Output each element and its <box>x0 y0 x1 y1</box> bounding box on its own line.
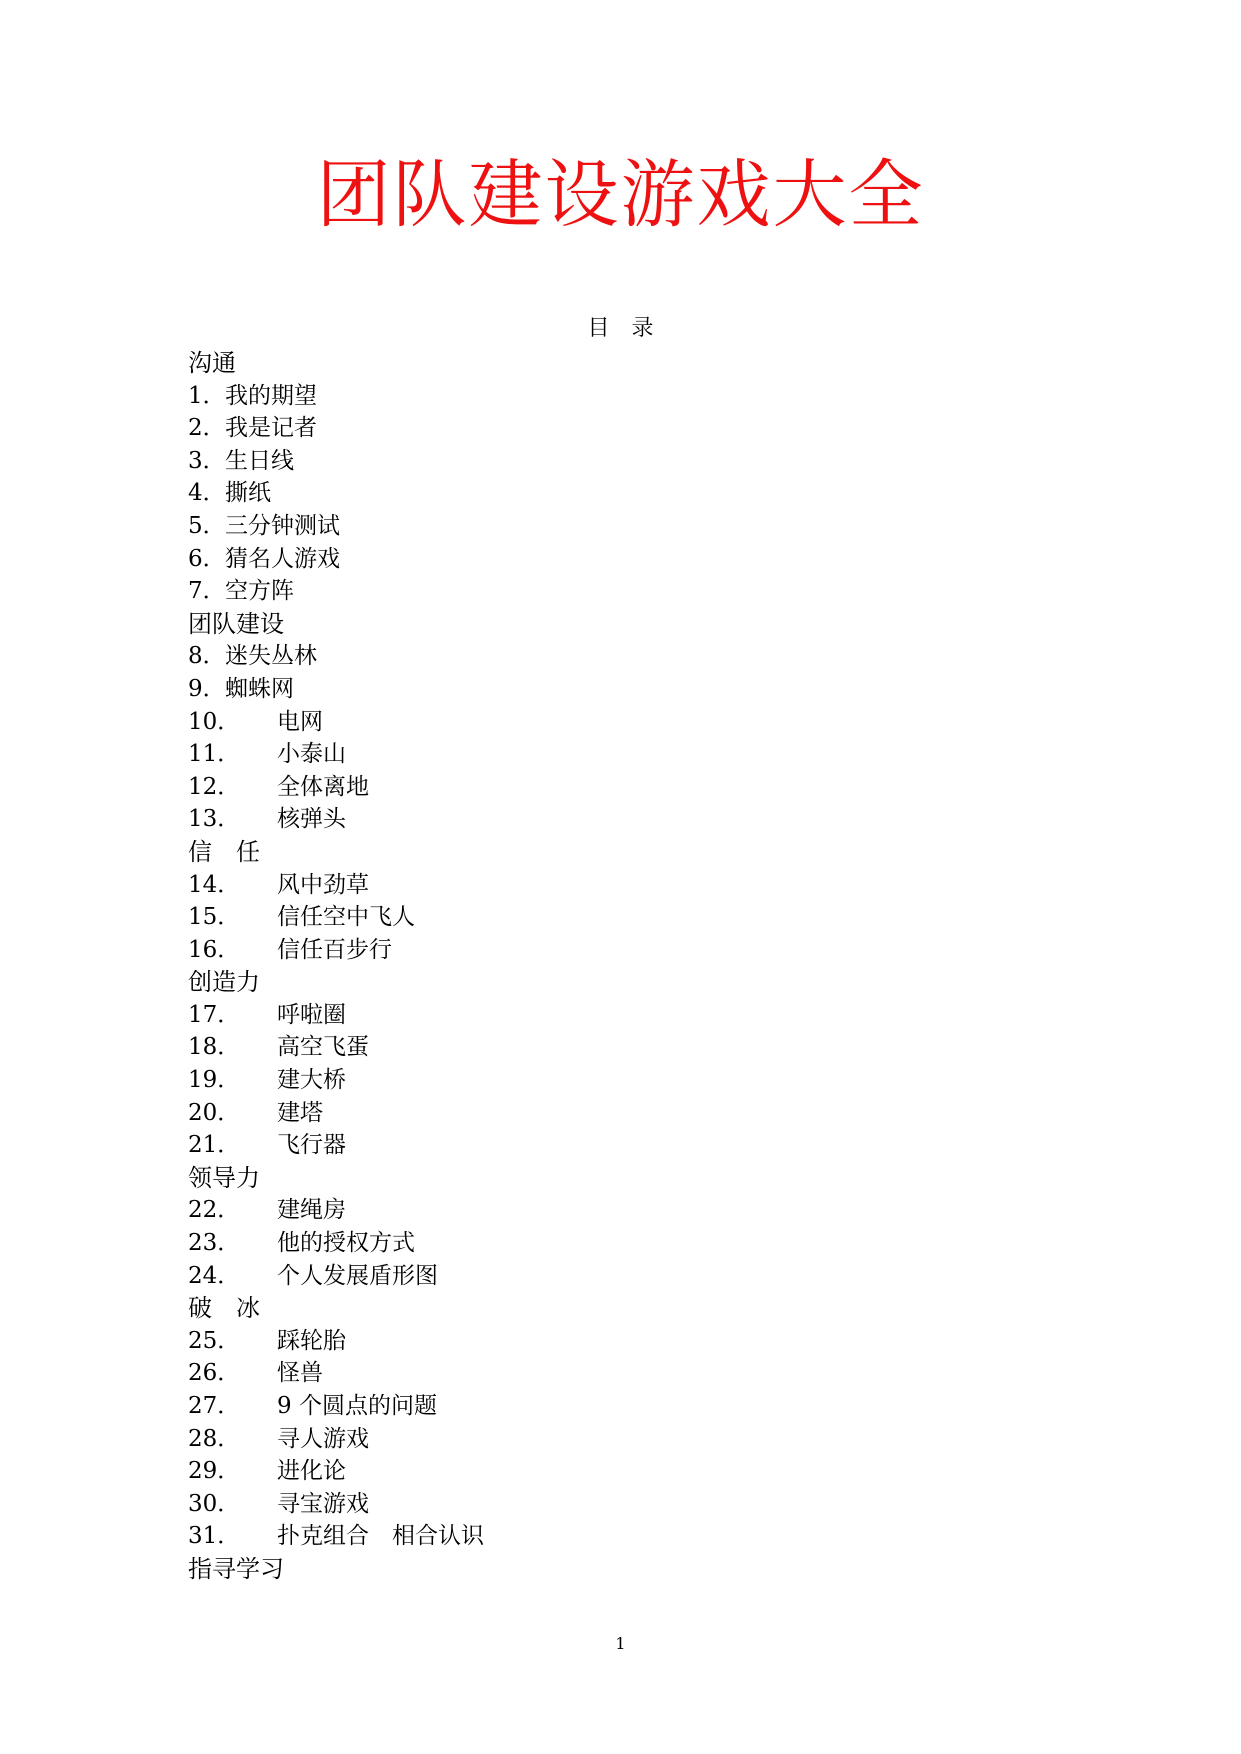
toc-entry-number: 10． <box>188 708 241 735</box>
toc-entry[interactable] <box>188 445 1088 478</box>
toc-entry-number: 6． <box>188 545 226 572</box>
toc-entry[interactable] <box>188 869 1088 902</box>
toc-entry[interactable] <box>188 543 1088 576</box>
toc-section-heading: 破 冰 <box>188 1294 260 1323</box>
toc-entry-number: 29． <box>188 1458 241 1485</box>
table-of-contents <box>188 347 1088 1586</box>
toc-entry-label: 呼啦圈 <box>277 1001 346 1028</box>
toc-entry-number: 3． <box>188 447 226 474</box>
toc-entry[interactable] <box>188 803 1088 836</box>
toc-section-heading: 团队建设 <box>188 609 284 638</box>
toc-entry-label: 核弹头 <box>277 806 346 833</box>
toc-entry-number: 11． <box>188 741 241 768</box>
toc-entry-number: 8． <box>188 643 226 670</box>
toc-entry[interactable] <box>188 1357 1088 1390</box>
toc-entry[interactable] <box>188 477 1088 510</box>
toc-entry-number: 24． <box>188 1262 241 1289</box>
toc-entry-label: 风中劲草 <box>277 871 369 898</box>
toc-entry-label: 撕纸 <box>225 480 271 507</box>
toc-entry[interactable] <box>188 1260 1088 1293</box>
toc-entry-label: 扑克组合 相合认识 <box>277 1523 484 1550</box>
toc-entry[interactable] <box>188 1520 1088 1553</box>
toc-entry[interactable] <box>188 1390 1088 1423</box>
toc-entry-label: 信任百步行 <box>277 936 392 963</box>
toc-entry-label: 生日线 <box>225 447 294 474</box>
toc-entry-label: 9 个圆点的问题 <box>277 1393 437 1419</box>
toc-entry[interactable] <box>188 1227 1088 1260</box>
toc-section-heading: 沟通 <box>188 349 236 377</box>
toc-entry[interactable] <box>188 1064 1088 1097</box>
toc-entry-number: 18． <box>188 1034 241 1061</box>
toc-entry-number: 16． <box>188 936 241 963</box>
toc-entry[interactable] <box>188 771 1088 804</box>
toc-entry[interactable] <box>188 1097 1088 1130</box>
toc-entry-number: 25． <box>188 1327 241 1354</box>
toc-entry-number: 30． <box>188 1490 241 1517</box>
toc-entry-number: 7． <box>188 578 226 605</box>
toc-entry-number: 20． <box>188 1099 241 1126</box>
toc-entry-label: 全体离地 <box>277 773 369 800</box>
toc-entry-label: 寻宝游戏 <box>277 1490 369 1517</box>
toc-entry-label: 电网 <box>277 708 323 735</box>
toc-entry[interactable] <box>188 1423 1088 1456</box>
toc-entry-number: 2． <box>188 415 226 442</box>
toc-entry-number: 31． <box>188 1523 241 1550</box>
toc-entry[interactable] <box>188 999 1088 1032</box>
toc-entry-number: 1． <box>188 382 226 409</box>
toc-entry-number: 28． <box>188 1425 241 1452</box>
page-number: 1 <box>615 1634 626 1653</box>
toc-entry[interactable] <box>188 412 1088 445</box>
toc-entry-label: 三分钟测试 <box>225 512 340 539</box>
toc-entry[interactable] <box>188 1488 1088 1521</box>
toc-entry-label: 飞行器 <box>277 1132 346 1159</box>
toc-entry-number: 23． <box>188 1230 241 1257</box>
toc-entry[interactable] <box>188 706 1088 739</box>
toc-entry-label: 迷失丛林 <box>225 643 317 670</box>
toc-entry-label: 寻人游戏 <box>277 1425 369 1452</box>
toc-entry[interactable] <box>188 673 1088 706</box>
toc-entry[interactable] <box>188 1031 1088 1064</box>
toc-entry-number: 27． <box>188 1393 241 1419</box>
toc-entry-label: 他的授权方式 <box>277 1230 415 1257</box>
toc-entry-label: 空方阵 <box>225 578 294 605</box>
toc-entry-label: 个人发展盾形图 <box>277 1262 438 1289</box>
toc-entry[interactable] <box>188 1455 1088 1488</box>
toc-entry-number: 19． <box>188 1067 241 1094</box>
toc-entry-number: 21． <box>188 1132 241 1159</box>
toc-heading: 目 录 <box>587 316 654 341</box>
toc-entry-label: 建塔 <box>277 1099 323 1126</box>
toc-entry[interactable] <box>188 901 1088 934</box>
toc-section-heading: 指寻学习 <box>188 1554 284 1583</box>
toc-entry[interactable] <box>188 1325 1088 1358</box>
toc-entry-label: 我是记者 <box>225 415 317 442</box>
toc-entry[interactable] <box>188 640 1088 673</box>
toc-entry-number: 9． <box>188 675 226 702</box>
toc-entry-label: 猜名人游戏 <box>225 545 340 572</box>
toc-entry-number: 22． <box>188 1197 241 1224</box>
toc-entry[interactable] <box>188 738 1088 771</box>
toc-entry[interactable] <box>188 510 1088 543</box>
toc-entry-label: 建绳房 <box>277 1197 346 1224</box>
toc-entry-number: 12． <box>188 773 241 800</box>
toc-section-heading: 领导力 <box>188 1163 260 1192</box>
toc-entry-label: 信任空中飞人 <box>277 904 415 931</box>
toc-entry-number: 15． <box>188 904 241 931</box>
toc-entry[interactable] <box>188 934 1088 967</box>
toc-entry[interactable] <box>188 1129 1088 1162</box>
toc-section-heading: 创造力 <box>188 968 260 997</box>
toc-entry-number: 5． <box>188 512 226 539</box>
toc-entry-label: 蜘蛛网 <box>225 675 294 702</box>
toc-entry-label: 踩轮胎 <box>277 1327 346 1354</box>
toc-entry-label: 我的期望 <box>225 382 317 409</box>
toc-entry-label: 建大桥 <box>277 1067 346 1094</box>
toc-entry-label: 怪兽 <box>277 1360 323 1387</box>
toc-entry-label: 小泰山 <box>277 741 346 768</box>
toc-section-heading: 信 任 <box>188 837 260 866</box>
toc-entry[interactable] <box>188 380 1088 413</box>
toc-entry-number: 14． <box>188 871 241 898</box>
toc-entry-label: 高空飞蛋 <box>277 1034 369 1061</box>
toc-entry-number: 4． <box>188 480 226 507</box>
toc-entry-number: 13． <box>188 806 241 833</box>
toc-entry[interactable] <box>188 575 1088 608</box>
toc-entry-label: 进化论 <box>277 1458 346 1485</box>
document-title: 团队建设游戏大全 <box>316 152 925 238</box>
toc-entry[interactable] <box>188 1194 1088 1227</box>
toc-entry-number: 26． <box>188 1360 241 1387</box>
toc-entry-number: 17． <box>188 1001 241 1028</box>
